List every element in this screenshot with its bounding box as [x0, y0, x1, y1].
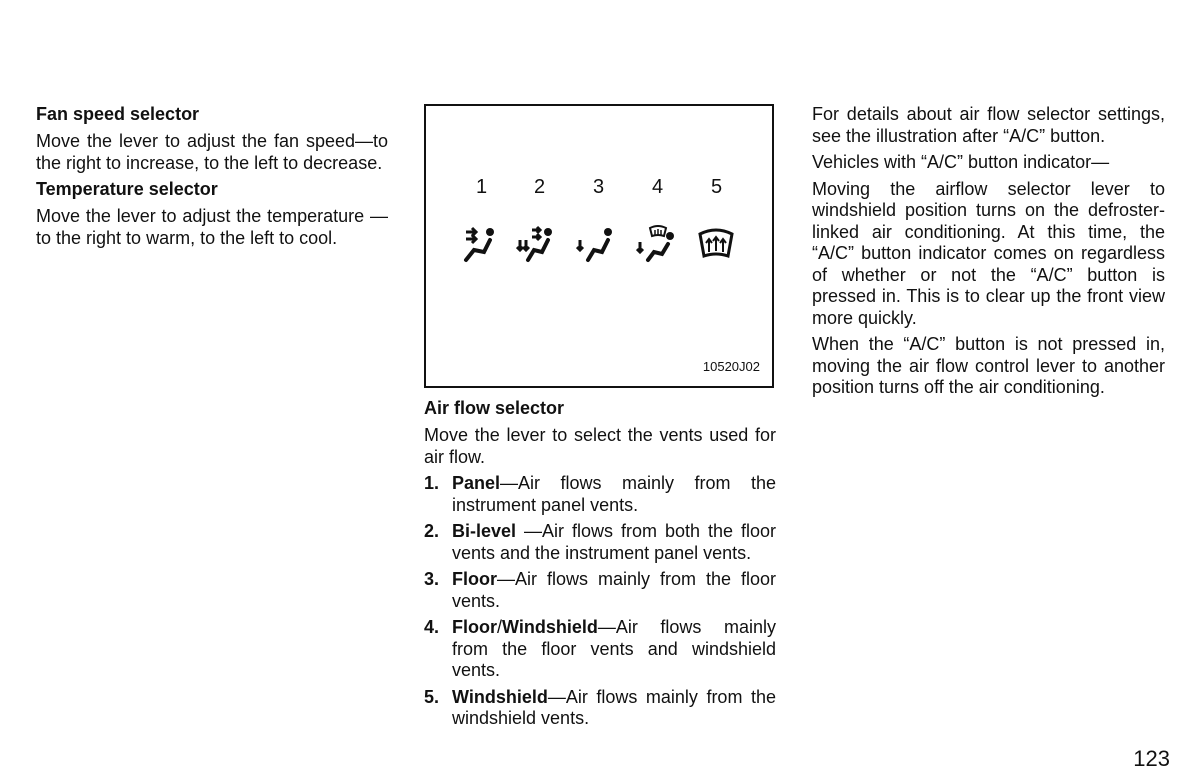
list-item	[424, 473, 776, 516]
list-item	[424, 569, 776, 612]
list-separator: /	[497, 617, 503, 637]
figure-number-4: 4	[652, 176, 664, 198]
floor-windshield-icon	[636, 224, 676, 264]
right-column	[812, 104, 1165, 404]
airflow-list	[424, 473, 776, 730]
list-number: 2.	[424, 521, 440, 541]
fan-speed-heading: Fan speed selector	[36, 104, 200, 124]
right-paragraph-1: For details about air flow selector settings, see the illustration after “A/C” button.	[812, 104, 1165, 146]
figure-number-5: 5	[711, 176, 723, 198]
right-paragraph-3: Moving the airflow selector lever to windshield position turns on the defroster-linked air conditioning. At this time, the “A/C” button indicator comes on regardless of whether or not the “A/C” button is pressed in. This is to clear up the front view more quickly.	[812, 178, 1165, 328]
windshield-defrost-icon	[696, 224, 736, 264]
list-item	[424, 687, 776, 730]
airflow-section	[424, 398, 776, 735]
list-term-2: Windshield	[502, 617, 598, 637]
figure-number-2: 2	[534, 176, 546, 198]
figure-number-3: 3	[593, 176, 605, 198]
temperature-heading: Temperature selector	[36, 179, 218, 199]
list-number: 5.	[424, 686, 440, 707]
list-term: Windshield	[452, 686, 548, 707]
fan-speed-text: Move the lever to adjust the fan speed—to the right to increase, to the left to decrease.	[36, 131, 388, 173]
bi-level-icon	[516, 224, 556, 264]
list-term: Bi-level	[452, 521, 517, 541]
airflow-figure	[424, 104, 774, 388]
airflow-intro: Move the lever to select the vents used for air flow.	[424, 425, 776, 467]
list-item	[424, 521, 776, 564]
list-text: —Air flows mainly from the floor vents and windshield vents.	[452, 617, 776, 680]
right-paragraph-4: When the “A/C” button is not pressed in, moving the air flow control lever to another position turns off the air conditioning.	[812, 334, 1165, 397]
temperature-text: Move the lever to adjust the temperature —to the right to warm, to the left to cool.	[36, 206, 388, 248]
list-term: Panel	[452, 473, 501, 493]
list-number: 4.	[424, 617, 440, 637]
list-text: —Air flows mainly from the instrument panel vents.	[452, 473, 776, 515]
floor-icon	[576, 224, 616, 264]
list-text: —Air flows mainly from the windshield vents.	[452, 686, 776, 728]
left-column	[36, 104, 388, 254]
page-number: 123	[1133, 746, 1170, 771]
list-number: 3.	[424, 569, 440, 589]
airflow-heading: Air flow selector	[424, 398, 565, 418]
list-text: —Air flows mainly from the floor vents.	[452, 569, 776, 611]
right-paragraph-2: Vehicles with “A/C” button indicator—	[812, 152, 1110, 172]
list-text: —Air flows from both the floor vents and the instrument panel vents.	[452, 521, 776, 563]
figure-number-1: 1	[476, 176, 488, 198]
panel-icon	[460, 224, 500, 264]
list-term: Floor	[452, 617, 497, 637]
list-item	[424, 617, 776, 682]
list-term: Floor	[452, 569, 497, 589]
figure-code: 10520J02	[702, 359, 760, 374]
list-number: 1.	[424, 473, 440, 493]
